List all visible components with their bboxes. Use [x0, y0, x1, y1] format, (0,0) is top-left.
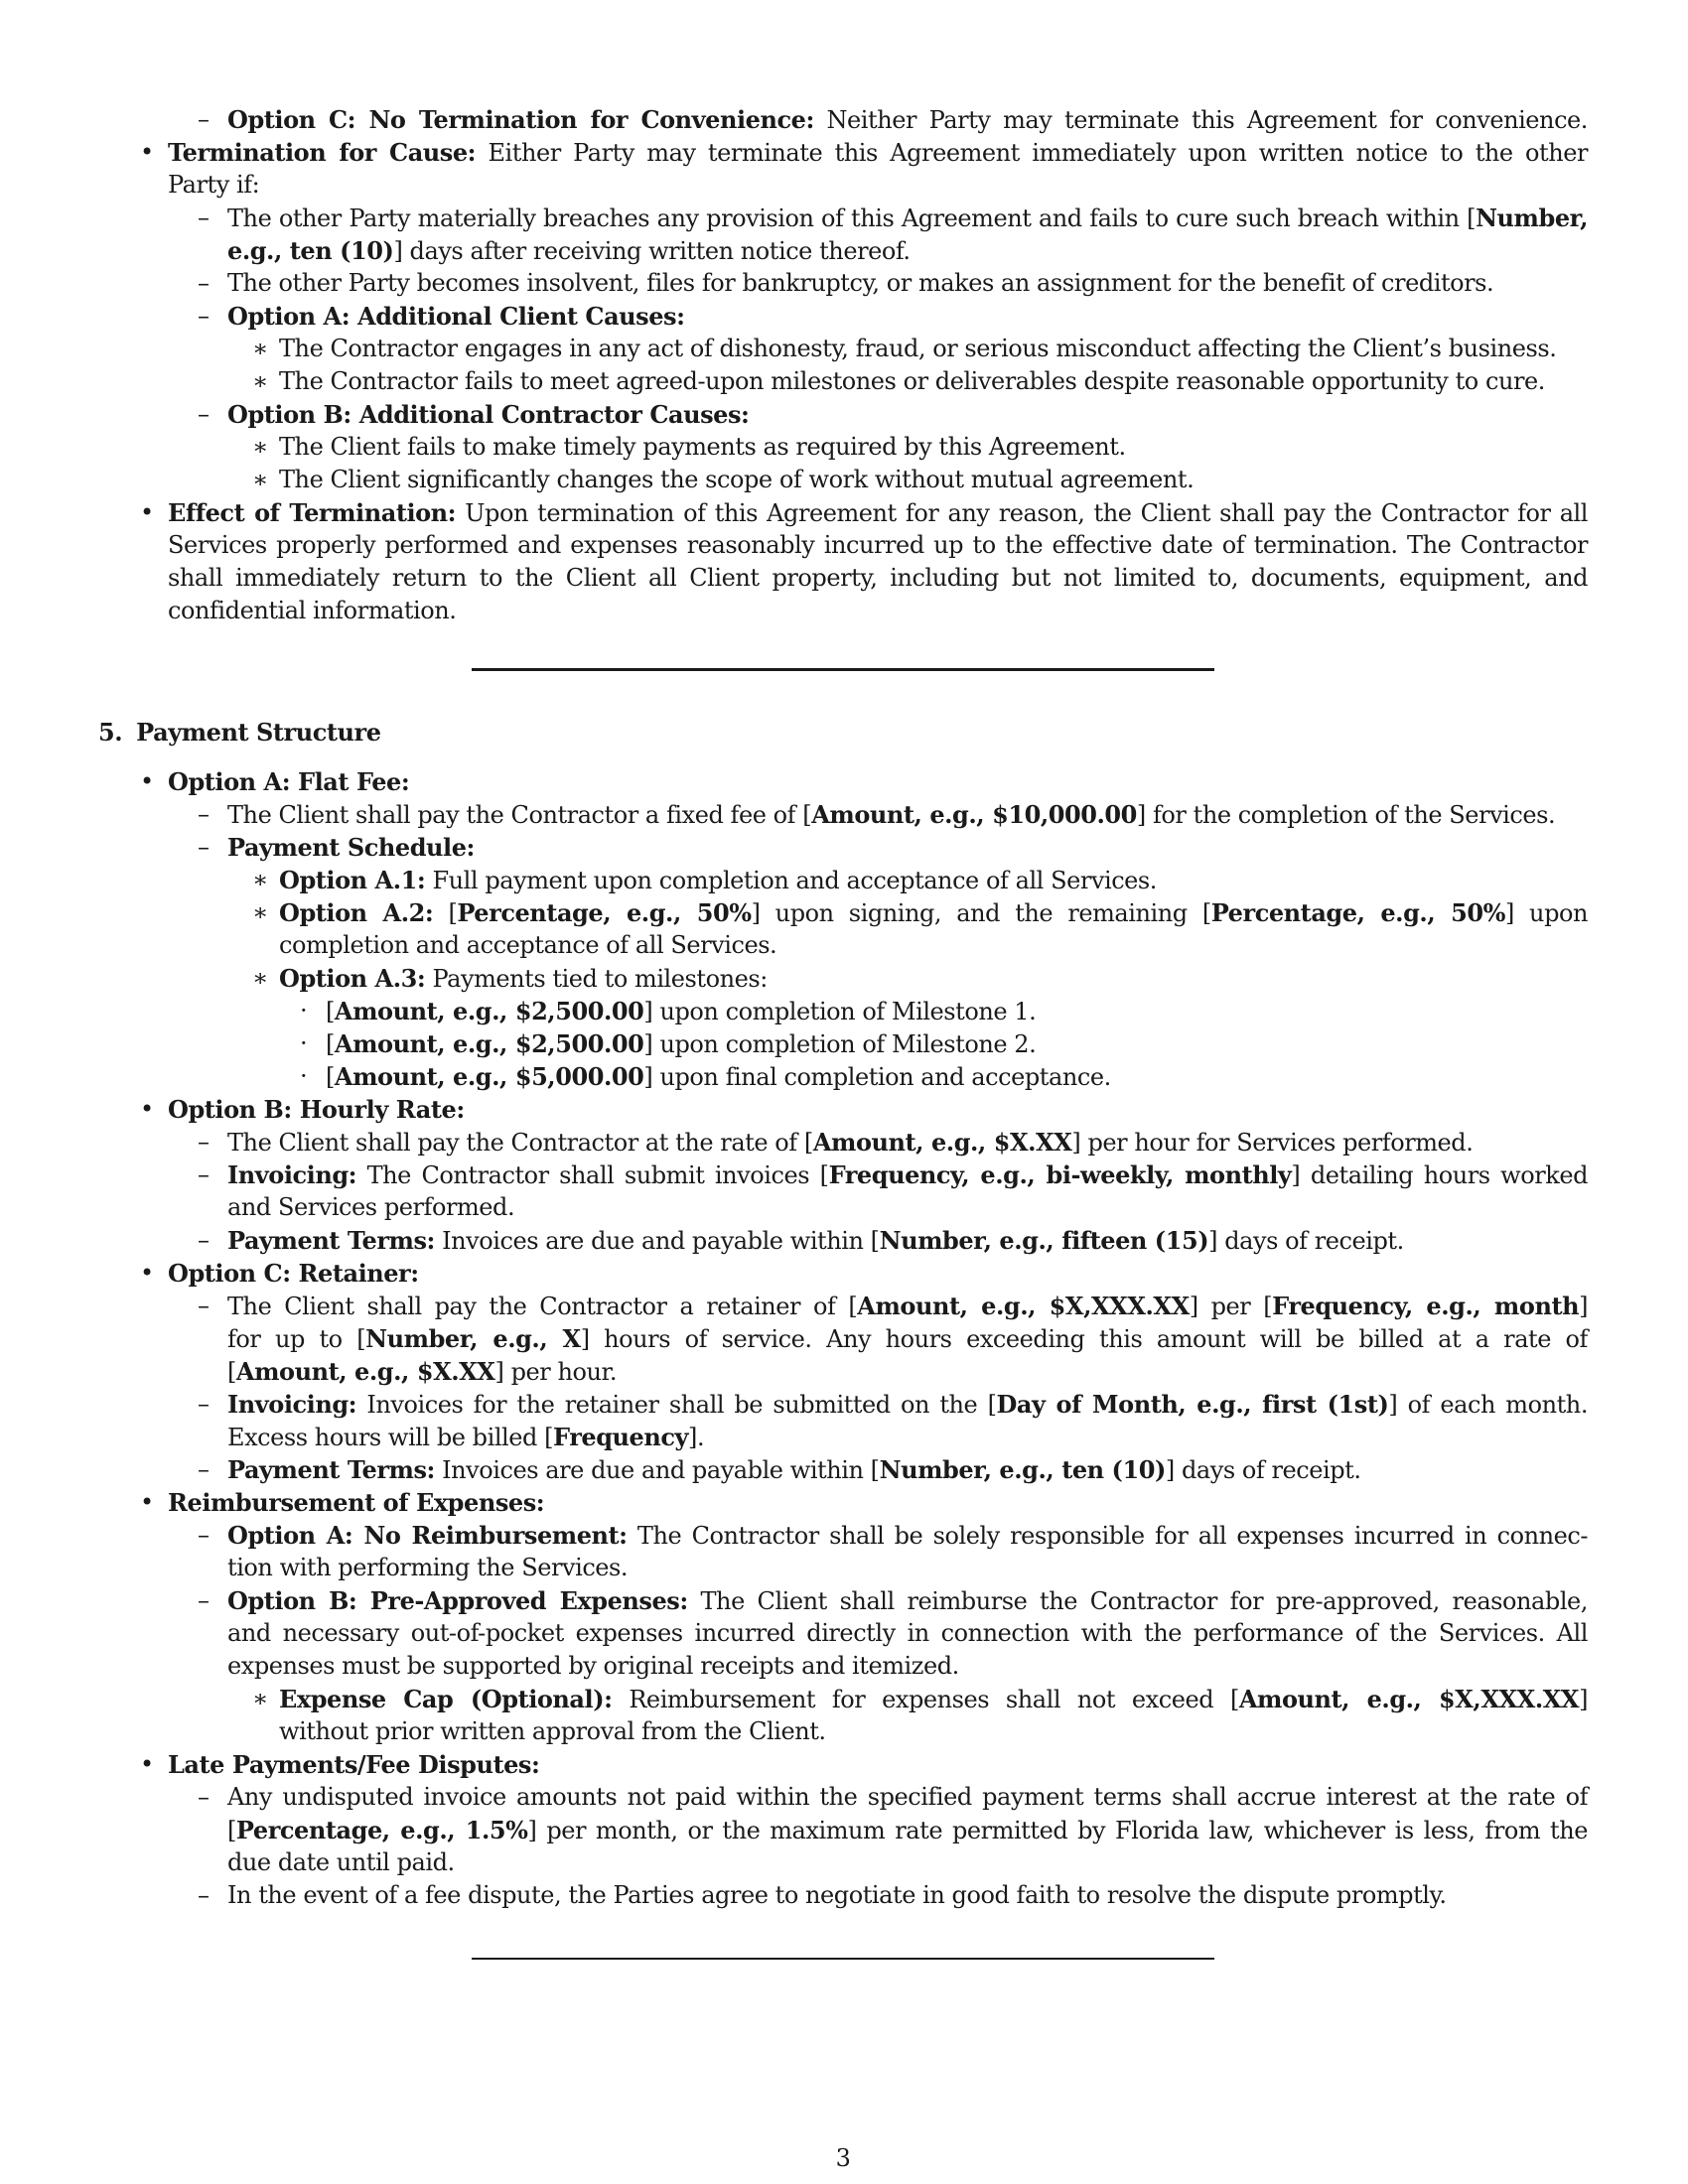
list-item: The Client fails to make timely payments as required by this Agreement. — [279, 433, 1126, 461]
text-line: [Amount, e.g., $X.XX] per hour. — [227, 1357, 618, 1386]
option-label: Option B: Hourly Rate: — [168, 1095, 465, 1124]
section-divider — [472, 1958, 1214, 1960]
milestone-item: [Amount, e.g., $2,500.00] upon completion of Milestone 2. — [326, 1029, 1037, 1058]
retainer-amount: The Client shall pay the Contractor a retainer of [Amount, e.g., $X,XXX.XX] per [Frequency, e.g., month] — [227, 1292, 1588, 1320]
option-a2: Option A.2: [Percentage, e.g., 50%] upon signing, and the remaining [Percentage, e.g., 50%] upon — [279, 898, 1588, 927]
section-number: 5. — [98, 718, 123, 747]
asterisk-marker: ∗ — [252, 433, 268, 461]
dot-marker: · — [300, 1062, 308, 1090]
text-line: e.g., ten (10)] days after receiving written notice thereof. — [227, 236, 911, 265]
hourly-payment-terms: Payment Terms: Invoices are due and payable within [Number, e.g., fifteen (15)] days of receipt. — [227, 1226, 1404, 1255]
option-label: Late Payments/Fee Disputes: — [168, 1750, 540, 1779]
text-line: Services properly performed and expenses reasonably incurred up to the effective date of termination. The Contractor — [168, 531, 1588, 559]
termination-for-cause: Termination for Cause: Either Party may terminate this Agreement immediately upon written notice to the other — [168, 138, 1588, 167]
placeholder: Amount, e.g., $2,500.00 — [334, 997, 644, 1025]
fee-dispute: In the event of a fee dispute, the Parties agree to negotiate in good faith to resolve the dispute promptly. — [227, 1881, 1447, 1909]
text-line: confidential information. — [168, 597, 457, 624]
bullet-marker: • — [140, 1095, 154, 1123]
option-a1: Option A.1: Full payment upon completion and acceptance of all Services. — [279, 866, 1157, 894]
dash-marker: – — [198, 105, 210, 133]
hourly-rate: The Client shall pay the Contractor at the rate of [Amount, e.g., $X.XX] per hour for Services performed. — [227, 1128, 1474, 1157]
dash-marker: – — [198, 302, 210, 330]
dot-marker: · — [300, 997, 308, 1024]
expense-cap: Expense Cap (Optional): Reimbursement for expenses shall not exceed [Amount, e.g., $X,XXX.XX] — [279, 1685, 1589, 1713]
option-a3: Option A.3: Payments tied to milestones: — [279, 964, 768, 993]
text-line: shall immediately return to the Client all Client property, including but not limited to, documents, equipment, and — [168, 564, 1588, 592]
asterisk-marker: ∗ — [252, 335, 268, 362]
termination-option-c: Option C: No Termination for Convenience: Neither Party may terminate this Agreement for convenience. — [227, 105, 1588, 134]
text-line: [Percentage, e.g., 1.5%] per month, or the maximum rate permitted by Florida law, whichever is less, from the — [227, 1816, 1588, 1844]
dash-marker: – — [198, 400, 210, 428]
dash-marker: – — [198, 204, 210, 231]
list-item: The Contractor engages in any act of dishonesty, fraud, or serious misconduct affecting the Client’s business. — [279, 335, 1557, 362]
asterisk-marker: ∗ — [252, 898, 268, 926]
placeholder: Amount, e.g., $X.XX — [235, 1357, 495, 1386]
placeholder: Amount, e.g., $5,000.00 — [334, 1062, 644, 1091]
option-label: Effect of Termination: — [168, 498, 457, 527]
dash-marker: – — [198, 1128, 210, 1156]
placeholder: Amount, e.g., $X,XXX.XX — [857, 1292, 1190, 1320]
dash-marker: – — [198, 1881, 210, 1909]
asterisk-marker: ∗ — [252, 866, 268, 893]
list-item: The Client significantly changes the scope of work without mutual agreement. — [279, 466, 1195, 493]
placeholder: Number, e.g., ten (10) — [879, 1455, 1166, 1484]
list-item: The Contractor fails to meet agreed-upon milestones or deliverables despite reasonable opportunity to cure. — [279, 367, 1545, 395]
text-line: Party if: — [168, 171, 260, 199]
option-label: Payment Schedule: — [227, 833, 475, 862]
placeholder: Amount, e.g., $2,500.00 — [334, 1029, 644, 1058]
bullet-marker: • — [140, 1259, 154, 1287]
bullet-marker: • — [140, 767, 154, 795]
option-label: Termination for Cause: — [168, 138, 477, 167]
placeholder: Number, e.g., fifteen (15) — [879, 1226, 1209, 1255]
asterisk-marker: ∗ — [252, 466, 268, 493]
placeholder: Frequency, e.g., bi-weekly, monthly — [828, 1160, 1292, 1189]
placeholder: Day of Month, e.g., first (1st) — [996, 1390, 1389, 1419]
placeholder: Amount, e.g., $X,XXX.XX — [1238, 1685, 1580, 1713]
retainer-invoicing: Invoicing: Invoices for the retainer shall be submitted on the [Day of Month, e.g., first (1st)] of each month. — [227, 1390, 1588, 1419]
retainer-payment-terms: Payment Terms: Invoices are due and payable within [Number, e.g., ten (10)] days of receipt. — [227, 1455, 1361, 1484]
flat-fee-amount: The Client shall pay the Contractor a fixed fee of [Amount, e.g., $10,000.00] for the completion of the Services. — [227, 800, 1556, 829]
bullet-marker: • — [140, 498, 154, 526]
text-line: and necessary out-of-pocket expenses incurred directly in connection with the performance of the Services. All — [227, 1619, 1588, 1647]
section-title: Payment Structure — [136, 718, 381, 747]
placeholder: Percentage, e.g., 1.5% — [235, 1816, 528, 1844]
dash-marker: – — [198, 833, 210, 861]
pre-approved-expenses: Option B: Pre-Approved Expenses: The Client shall reimburse the Contractor for pre-approved, reasonable, — [227, 1586, 1588, 1615]
effect-of-termination: Effect of Termination: Upon termination of this Agreement for any reason, the Client shall pay the Contractor for all — [168, 498, 1588, 527]
hourly-invoicing: Invoicing: The Contractor shall submit invoices [Frequency, e.g., bi-weekly, monthly] detailing hours worked — [227, 1160, 1588, 1189]
page-number: 3 — [835, 2144, 851, 2172]
placeholder: Number, e.g., X — [365, 1324, 581, 1353]
placeholder: Frequency — [553, 1423, 689, 1451]
termination-insolvent: The other Party becomes insolvent, files for bankruptcy, or makes an assignment for the benefit of creditors. — [227, 269, 1494, 297]
placeholder: e.g., ten (10) — [227, 236, 394, 265]
dash-marker: – — [198, 1783, 210, 1811]
bullet-marker: • — [140, 1488, 154, 1516]
dash-marker: – — [198, 1160, 210, 1188]
section-heading — [98, 716, 381, 749]
option-label: Reimbursement of Expenses: — [168, 1488, 545, 1517]
dash-marker: – — [198, 1292, 210, 1319]
asterisk-marker: ∗ — [252, 1685, 268, 1712]
bullet-marker: • — [140, 138, 154, 166]
placeholder: Amount, e.g., $X.XX — [812, 1128, 1072, 1157]
dash-marker: – — [198, 1390, 210, 1418]
text-line: completion and acceptance of all Services. — [279, 931, 777, 959]
bullet-marker: • — [140, 1750, 154, 1778]
text-line: Excess hours will be billed [Frequency]. — [227, 1423, 705, 1451]
placeholder: Percentage, e.g., 50% — [457, 898, 752, 927]
no-reimbursement: Option A: No Reimbursement: The Contractor shall be solely responsible for all expenses incurred in connec- — [227, 1521, 1588, 1550]
option-label: Option A: Flat Fee: — [168, 767, 410, 796]
milestone-item: [Amount, e.g., $5,000.00] upon final completion and acceptance. — [326, 1062, 1111, 1091]
dash-marker: – — [198, 1455, 210, 1483]
option-label: Option A: Additional Client Causes: — [227, 302, 685, 331]
late-interest: Any undisputed invoice amounts not paid within the specified payment terms shall accrue interest at the rate of — [227, 1783, 1588, 1811]
section-divider — [472, 668, 1214, 671]
text-line: tion with performing the Services. — [227, 1554, 629, 1581]
milestone-item: [Amount, e.g., $2,500.00] upon completion of Milestone 1. — [326, 997, 1037, 1025]
dot-marker: · — [300, 1029, 308, 1057]
termination-breach: The other Party materially breaches any provision of this Agreement and fails to cure such breach within [Number, — [227, 204, 1588, 232]
asterisk-marker: ∗ — [252, 964, 268, 992]
dash-marker: – — [198, 1586, 210, 1614]
placeholder: Percentage, e.g., 50% — [1210, 898, 1505, 927]
text-line: due date until paid. — [227, 1848, 455, 1876]
dash-marker: – — [198, 1521, 210, 1549]
dash-marker: – — [198, 800, 210, 828]
text-line: and Services performed. — [227, 1193, 515, 1221]
dash-marker: – — [198, 1226, 210, 1254]
asterisk-marker: ∗ — [252, 367, 268, 395]
dash-marker: – — [198, 269, 210, 297]
text-line: expenses must be supported by original receipts and itemized. — [227, 1652, 959, 1680]
text-line: for up to [Number, e.g., X] hours of service. Any hours exceeding this amount will be billed at a rate of — [227, 1324, 1588, 1353]
placeholder: Number, — [1476, 204, 1588, 232]
option-label: Option C: No Termination for Convenience: — [227, 105, 814, 134]
placeholder: Frequency, e.g., month — [1272, 1292, 1580, 1320]
option-label: Option B: Additional Contractor Causes: — [227, 400, 750, 429]
placeholder: Amount, e.g., $10,000.00 — [811, 800, 1137, 829]
option-label: Option C: Retainer: — [168, 1259, 419, 1288]
text-line: without prior written approval from the Client. — [279, 1717, 826, 1745]
